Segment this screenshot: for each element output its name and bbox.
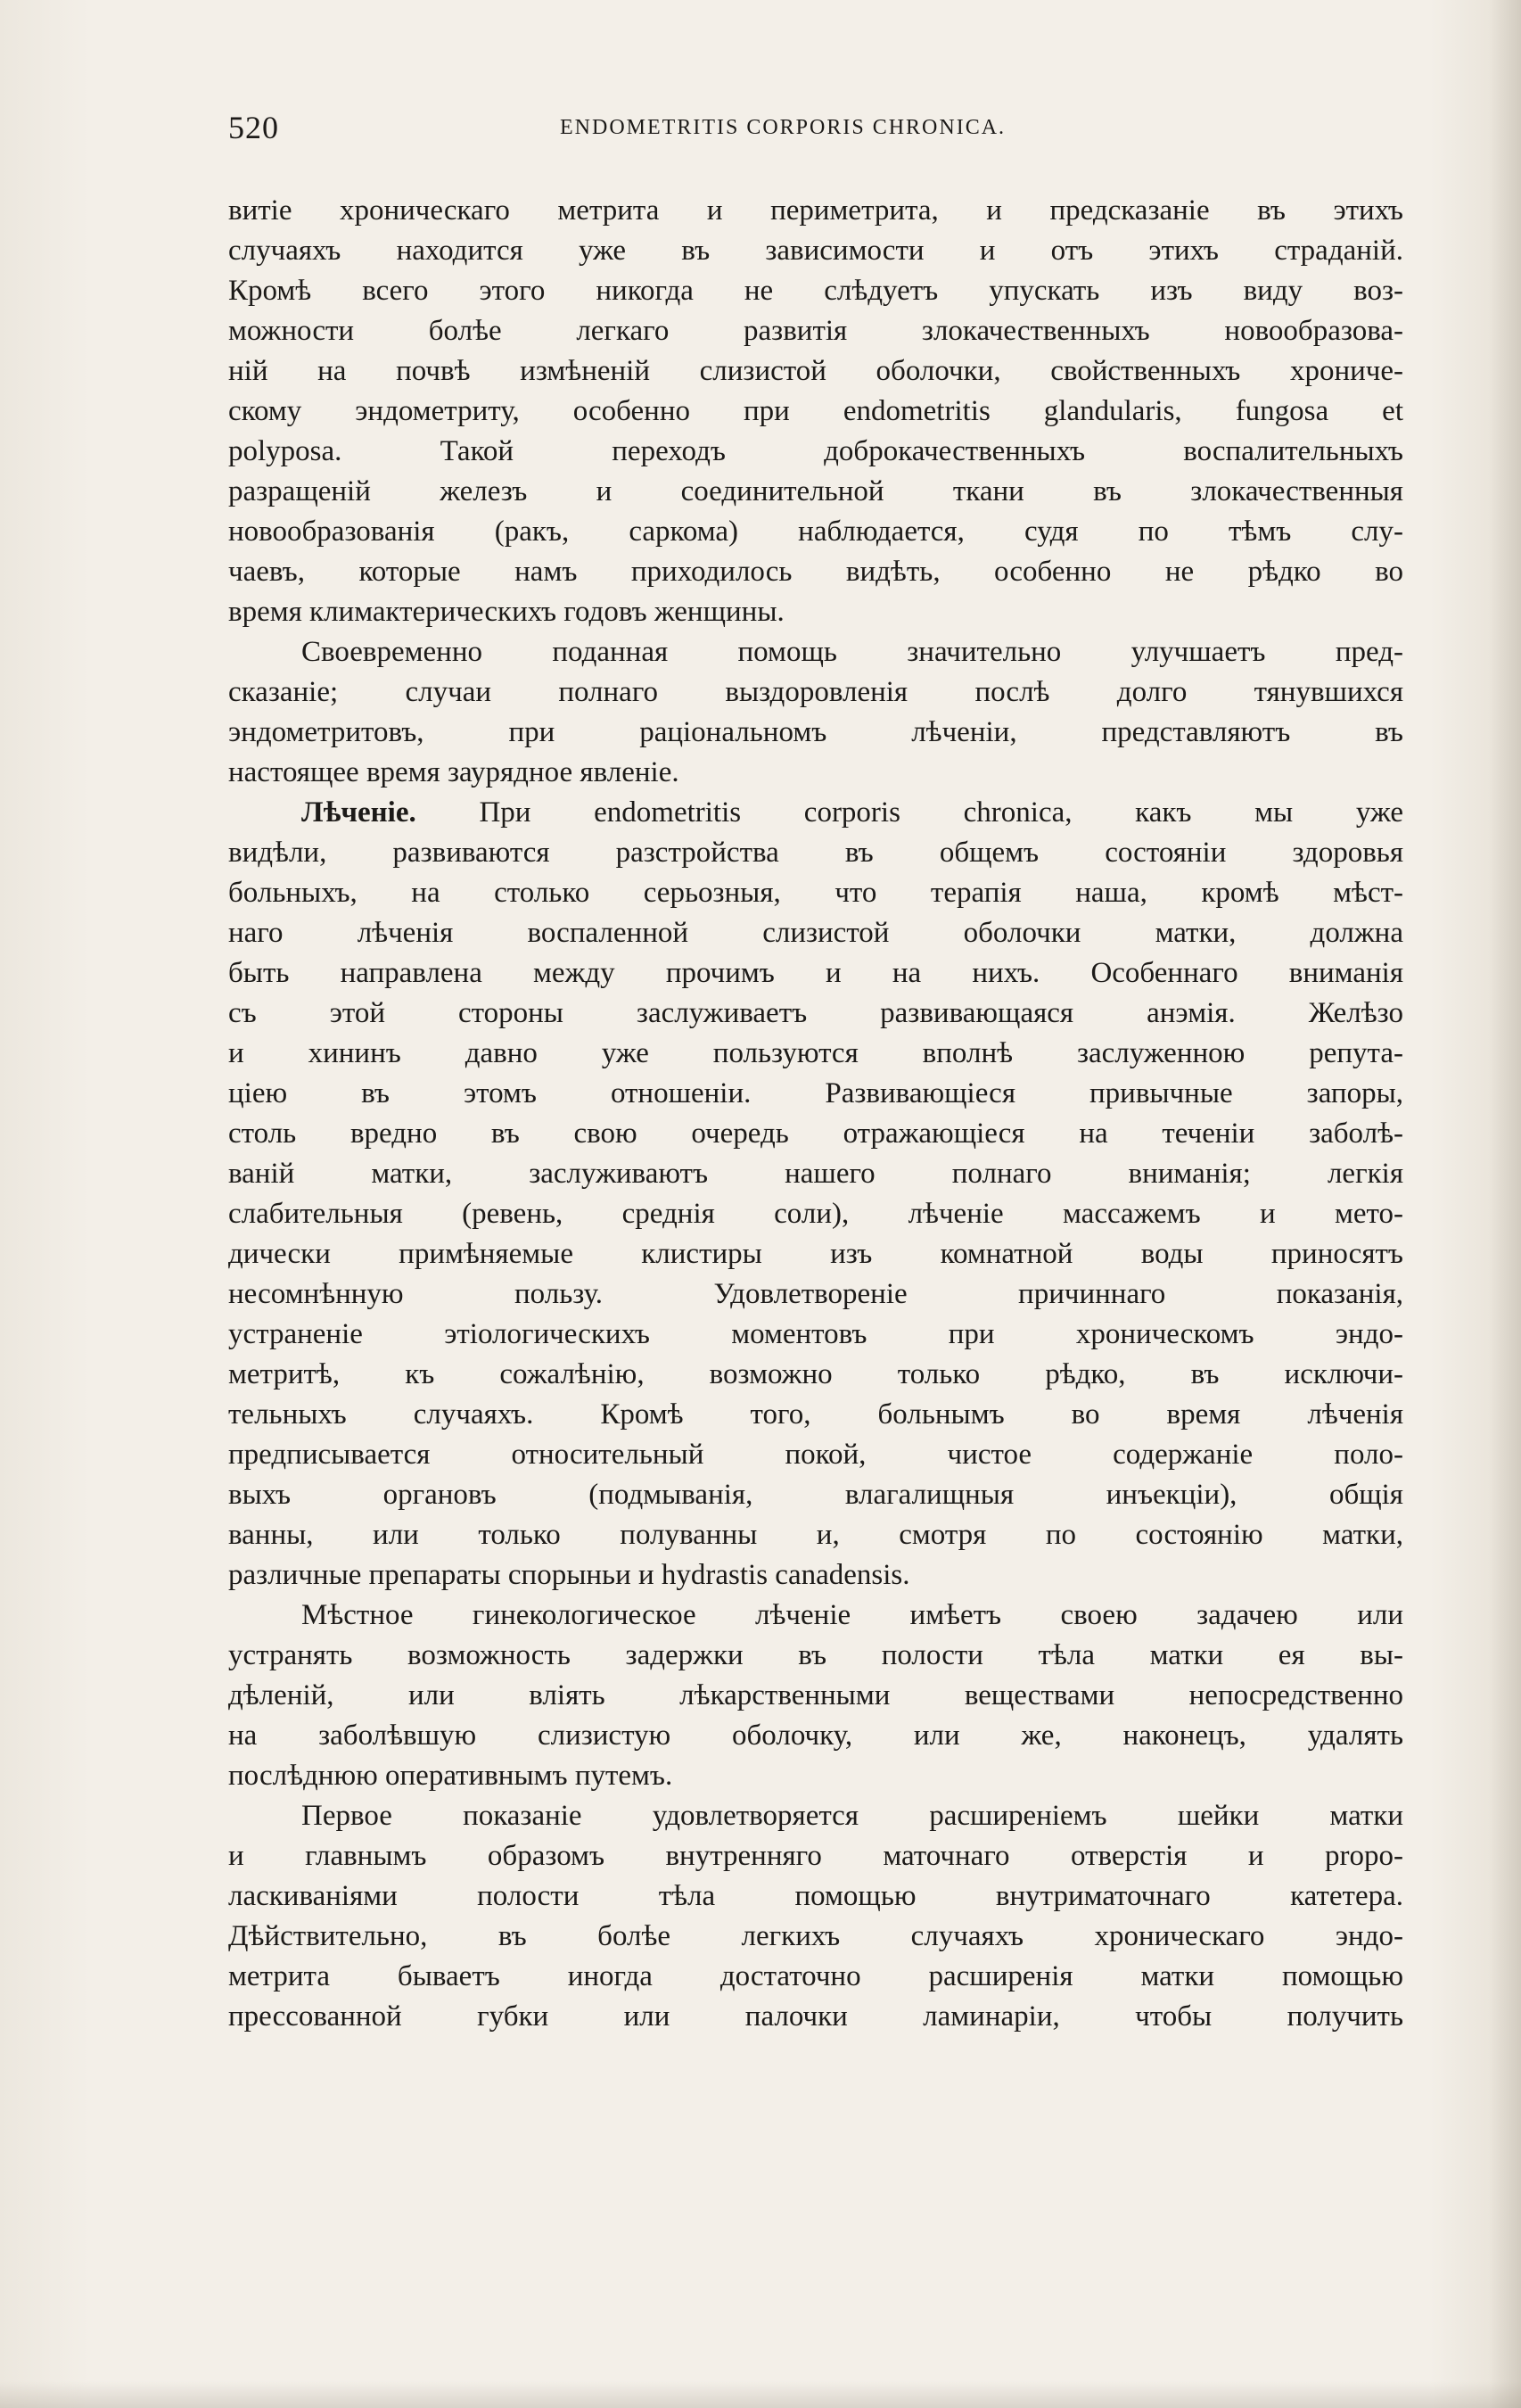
text-line: Дѣйствительно, въ болѣе легкихъ случаяхъ хроническаго эндо- [228,1920,1403,1952]
text-line: тельныхъ случаяхъ. Кромѣ того, больнымъ во время лѣченія [228,1398,1403,1431]
text-line: метритѣ, къ сожалѣнію, возможно только рѣдко, въ исключи- [228,1358,1403,1390]
text-line: послѣднюю оперативнымъ путемъ. [228,1760,673,1792]
text-line: слабительныя (ревень, среднія соли), лѣченіе массажемъ и мето- [228,1198,1403,1230]
text-line: дѣленій, или вліять лѣкарственными веществами непосредственно [228,1679,1403,1711]
text-line: различные препараты спорыньи и hydrastis canadensis. [228,1559,910,1591]
text-line: время климактерическихъ годовъ женщины. [228,596,785,628]
page-number: 520 [228,110,279,145]
text-line: случаяхъ находится уже въ зависимости и отъ этихъ страданій. [228,235,1403,267]
text-line: наго лѣченія воспаленной слизистой оболочки матки, должна [228,917,1403,949]
page-header [228,109,1307,152]
text-line: дически примѣняемые клистиры изъ комнатной воды приносятъ [228,1238,1403,1270]
text-line: витіе хроническаго метрита и периметрита, и предсказаніе въ этихъ [228,194,1403,227]
page-edge-shadow [1489,0,1521,2408]
text-line: устраненіе этіологическихъ моментовъ при хроническомъ эндо- [228,1318,1403,1350]
body-text [228,191,1403,2037]
text-line: чаевъ, которые намъ приходилось видѣть, особенно не рѣдко во [228,556,1403,588]
treatment-line [228,793,1403,833]
text-line: ціею въ этомъ отношеніи. Развивающіеся привычные запоры, [228,1077,1403,1109]
text-line: новообразованія (ракъ, саркома) наблюдается, судя по тѣмъ слу- [228,515,1403,548]
text-line: выхъ органовъ (подмыванія, влагалищныя инъекціи), общія [228,1479,1403,1511]
text-line: настоящее время заурядное явленіе. [228,756,679,788]
text-line: и хининъ давно уже пользуются вполнѣ заслуженною репута- [228,1037,1403,1069]
text-line: несомнѣнную пользу. Удовлетвореніе причиннаго показанія, [228,1278,1403,1310]
text-line: можности болѣе легкаго развитія злокачественныхъ новообразова- [228,315,1403,347]
text-line: ванны, или только полуванны и, смотря по состоянію матки, [228,1519,1403,1551]
text-line: больныхъ, на столько серьозныя, что терапія наша, кромѣ мѣст- [228,877,1403,909]
text-line: предписывается относительный покой, чистое содержаніе поло- [228,1439,1403,1471]
text-line: Первое показаніе удовлетворяется расширеніемъ шейки матки [301,1800,1403,1832]
text-line: Мѣстное гинекологическое лѣченіе имѣетъ своею задачею или [301,1599,1403,1631]
text-line: устранять возможность задержки въ полости тѣла матки ея вы- [228,1639,1403,1671]
treatment-heading: Лѣченіе. [301,796,416,829]
text-line: на заболѣвшую слизистую оболочку, или же, наконецъ, удалять [228,1719,1403,1752]
page-bottom-shadow [0,2381,1521,2408]
text-line: разращеній железъ и соединительной ткани въ злокачественныя [228,475,1403,507]
text-line: polyposa. Такой переходъ доброкачественныхъ воспалительныхъ [228,435,1403,467]
text-line-rest: При endometritis corporis chronica, какъ мы уже [479,796,1403,829]
text-line: сказаніе; случаи полнаго выздоровленія послѣ долго тянувшихся [228,676,1403,708]
text-line: прессованной губки или палочки ламинаріи, чтобы получить [228,2000,1403,2033]
text-line: быть направлена между прочимъ и на нихъ. Особеннаго вниманія [228,957,1403,989]
text-line: ласкиваніями полости тѣла помощью внутриматочнаго катетера. [228,1880,1403,1912]
text-line: столь вредно въ свою очередь отражающіеся на теченіи заболѣ- [228,1117,1403,1150]
text-line: видѣли, развиваются разстройства въ общемъ состояніи здоровья [228,837,1403,869]
text-line: ваній матки, заслуживаютъ нашего полнаго вниманія; легкія [228,1158,1403,1190]
text-line: Своевременно поданная помощь значительно улучшаетъ пред- [301,636,1403,668]
text-line: и главнымъ образомъ внутренняго маточнаго отверстія и propo- [228,1840,1403,1872]
running-title: ENDOMETRITIS CORPORIS CHRONICA. [560,116,1007,139]
text-line: скому эндометриту, особенно при endometritis glandularis, fungosa et [228,395,1403,427]
text-line: метрита бываетъ иногда достаточно расширенія матки помощью [228,1960,1403,1992]
text-line: Кромѣ всего этого никогда не слѣдуетъ упускать изъ виду воз- [228,275,1403,307]
text-line: ній на почвѣ измѣненій слизистой оболочки, свойственныхъ хрониче- [228,355,1403,387]
text-line: эндометритовъ, при раціональномъ лѣченіи, представляютъ въ [228,716,1403,748]
text-line: съ этой стороны заслуживаетъ развивающаяся анэмія. Желѣзо [228,997,1403,1029]
